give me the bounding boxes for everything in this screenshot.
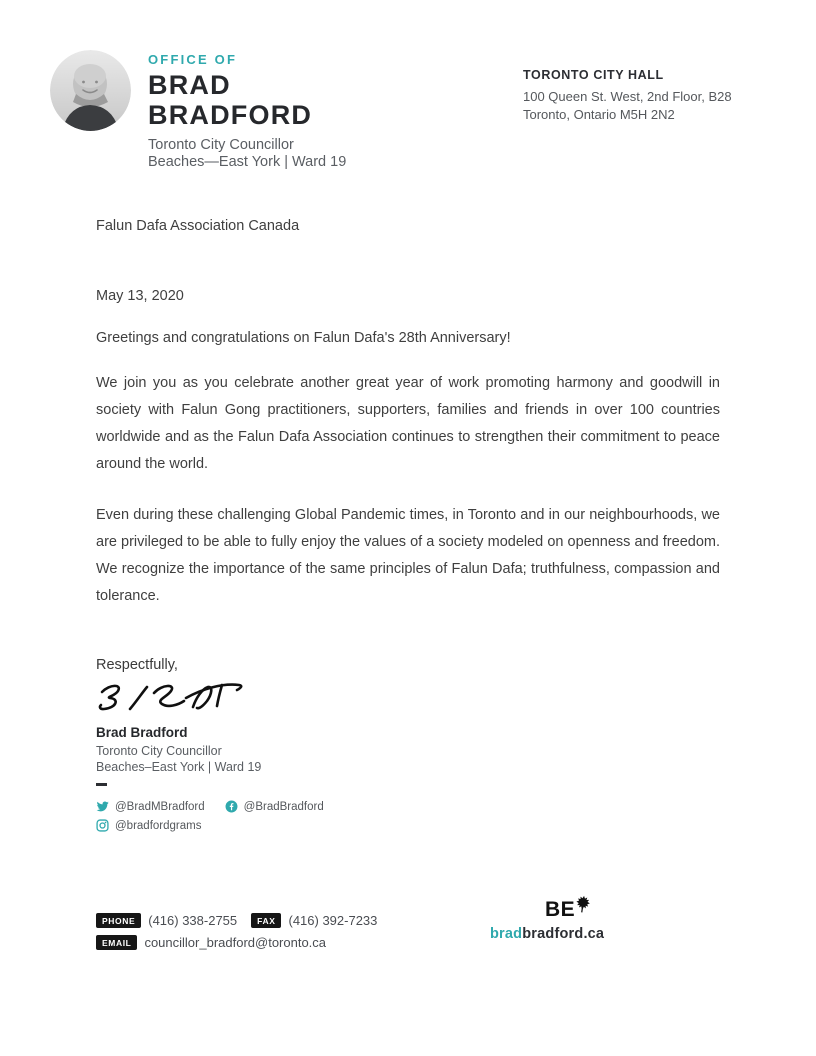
recipient-line: Falun Dafa Association Canada — [96, 218, 300, 234]
brand-ward: Beaches—East York | Ward 19 — [148, 154, 347, 170]
date-line: May 13, 2020 — [96, 288, 184, 304]
phone-badge: PHONE — [96, 913, 141, 928]
address-name: TORONTO CITY HALL — [523, 68, 664, 82]
office-of-label: OFFICE OF — [148, 52, 238, 67]
paragraph-1: We join you as you celebrate another great year of work promoting harmony and goodwill in society with Falun Gong practitioners, supporters, families and friends in over 100 countries worldwide and as the Falun Dafa Association continues to strengthen their commitment to peace around the world. — [96, 375, 720, 472]
website-url-rest: bradford.ca — [522, 926, 605, 942]
facebook-icon — [225, 800, 238, 813]
maple-leaf-icon — [572, 894, 594, 920]
contact-row-email — [96, 933, 391, 951]
twitter-handle: @BradMBradford — [115, 800, 205, 813]
greeting-line: Greetings and congratulations on Falun Dafa's 28th Anniversary! — [96, 330, 511, 346]
brand-name-line1: BRAD — [148, 70, 231, 100]
instagram-handle: @bradfordgrams — [115, 819, 202, 832]
email-address: councillor_bradford@toronto.ca — [144, 934, 327, 950]
contact-row-phone-fax — [96, 911, 391, 929]
letter-body — [96, 216, 720, 835]
be-logo-text: BE — [545, 898, 576, 921]
councillor-photo — [50, 50, 131, 131]
signatory-name: Brad Bradford — [96, 725, 188, 740]
contact-block — [96, 911, 391, 955]
signature-block — [96, 724, 720, 786]
signatory-title: Toronto City Councillor — [96, 744, 222, 758]
phone-number: (416) 338-2755 — [148, 912, 238, 928]
social-row-2 — [96, 817, 720, 835]
twitter-icon — [96, 800, 109, 813]
brand-title: Toronto City Councillor — [148, 137, 294, 153]
address-line2: Toronto, Ontario M5H 2N2 — [523, 107, 675, 122]
email-badge: EMAIL — [96, 935, 137, 950]
brand-name-line2: BRADFORD — [148, 100, 313, 130]
social-handles — [96, 798, 720, 835]
office-address — [523, 68, 732, 124]
website-url-brad: brad — [490, 926, 523, 942]
closing-line: Respectfully, — [96, 657, 178, 673]
facebook-handle: @BradBradford — [243, 800, 324, 813]
letterhead-brand — [148, 52, 346, 171]
portrait-photo-placeholder — [50, 50, 131, 131]
address-line1: 100 Queen St. West, 2nd Floor, B28 — [523, 89, 732, 104]
be-logo — [545, 899, 592, 920]
handwritten-signature — [96, 676, 246, 716]
social-row-1 — [96, 798, 720, 816]
signature-divider — [96, 783, 107, 786]
instagram-icon — [96, 819, 109, 832]
fax-badge: FAX — [251, 913, 281, 928]
paragraph-2: Even during these challenging Global Pandemic times, in Toronto and in our neighbourhoods, we are privileged to be able to fully enjoy the values of a society modeled on openness and freedom. We recognize the importance of the same principles of Falun Dafa; truthfulness, compassion and tolerance. — [96, 507, 720, 604]
website-url — [490, 926, 604, 942]
signatory-ward: Beaches–East York | Ward 19 — [96, 760, 262, 774]
fax-number: (416) 392-7233 — [288, 912, 378, 928]
